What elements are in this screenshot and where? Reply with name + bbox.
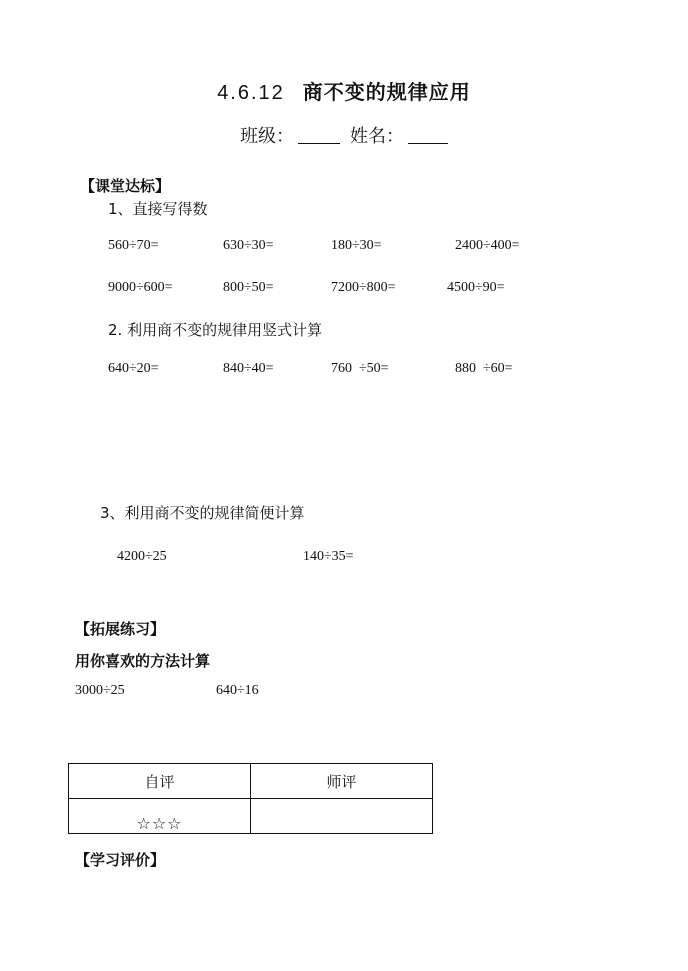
question-1: 1、直接写得数 xyxy=(108,200,208,218)
expression: 4500÷90= xyxy=(447,280,505,295)
question-2: 2. 利用商不变的规律用竖式计算 xyxy=(108,321,323,339)
expression: 560÷70= xyxy=(108,238,159,253)
table-row xyxy=(69,799,433,834)
self-eval-header: 自评 xyxy=(69,764,251,799)
section-extension-heading: 【拓展练习】 xyxy=(75,620,166,638)
section-classroom-heading: 【课堂达标】 xyxy=(80,177,171,195)
expression: 880 ÷60= xyxy=(455,361,513,376)
lesson-number: 4.6.12 xyxy=(217,82,285,104)
student-info xyxy=(0,122,688,148)
expression: 7200÷800= xyxy=(331,280,396,295)
teacher-eval-header: 师评 xyxy=(251,764,433,799)
page-title xyxy=(0,76,688,105)
expression: 180÷30= xyxy=(331,238,382,253)
expression: 640÷16 xyxy=(216,683,259,698)
expression: 2400÷400= xyxy=(455,238,520,253)
expression: 9000÷600= xyxy=(108,280,173,295)
expression: 630÷30= xyxy=(223,238,274,253)
class-blank[interactable] xyxy=(298,127,340,144)
expression: 840÷40= xyxy=(223,361,274,376)
section-assessment-heading: 【学习评价】 xyxy=(75,851,166,869)
expression: 800÷50= xyxy=(223,280,274,295)
class-label: 班级： xyxy=(240,126,294,147)
star-rating[interactable]: ☆☆☆ xyxy=(69,799,251,834)
evaluation-table xyxy=(68,763,433,834)
lesson-title: 商不变的规律应用 xyxy=(302,80,471,104)
expression: 640÷20= xyxy=(108,361,159,376)
expression: 140÷35= xyxy=(303,549,354,564)
expression: 4200÷25 xyxy=(117,549,167,564)
name-label: 姓名： xyxy=(350,126,404,147)
expression: 3000÷25 xyxy=(75,683,125,698)
table-row xyxy=(69,764,433,799)
extension-subtitle: 用你喜欢的方法计算 xyxy=(75,652,211,670)
question-3: 3、利用商不变的规律简便计算 xyxy=(100,504,305,522)
name-blank[interactable] xyxy=(408,127,448,144)
teacher-eval-cell[interactable] xyxy=(251,799,433,834)
expression: 760 ÷50= xyxy=(331,361,389,376)
